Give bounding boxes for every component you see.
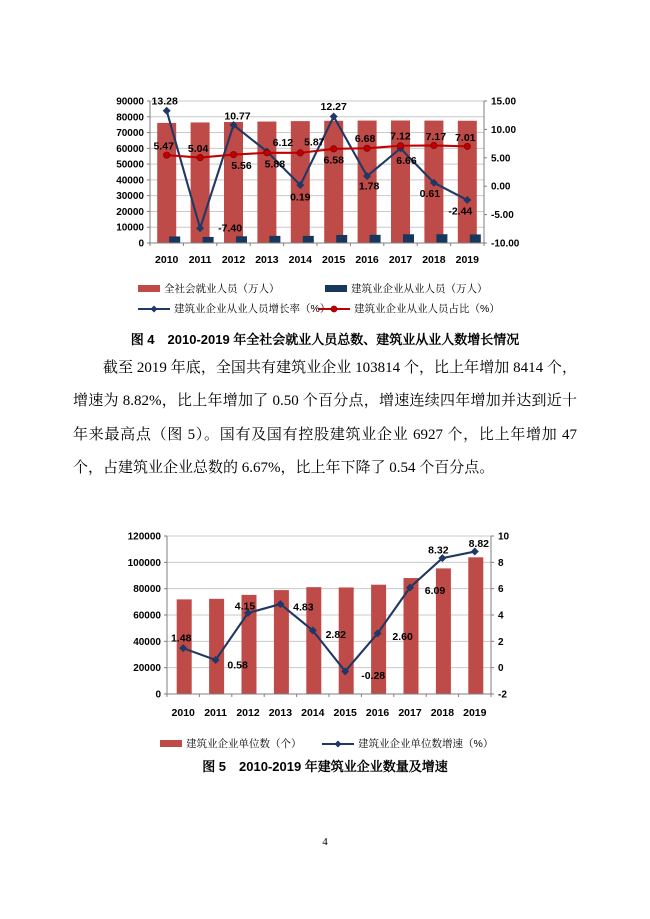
svg-text:10.00: 10.00 <box>491 124 517 136</box>
svg-text:2013: 2013 <box>268 707 293 719</box>
svg-text:80000: 80000 <box>133 584 161 596</box>
svg-text:-5.00: -5.00 <box>491 210 514 222</box>
category-axis-labels <box>155 254 479 266</box>
line-1 <box>179 548 479 676</box>
svg-text:-7.40: -7.40 <box>218 222 243 235</box>
svg-text:2014: 2014 <box>301 707 325 719</box>
svg-text:0: 0 <box>498 663 504 675</box>
svg-text:10000: 10000 <box>116 222 144 234</box>
svg-text:4: 4 <box>498 610 504 622</box>
svg-text:10.77: 10.77 <box>224 110 251 123</box>
bars-0 <box>177 557 484 694</box>
svg-text:50000: 50000 <box>116 159 144 171</box>
svg-text:2.60: 2.60 <box>392 630 413 643</box>
svg-text:6.09: 6.09 <box>424 584 446 597</box>
svg-text:2010: 2010 <box>155 254 179 266</box>
svg-text:7.17: 7.17 <box>425 130 447 143</box>
svg-text:2: 2 <box>498 636 504 648</box>
svg-text:-0.28: -0.28 <box>361 669 386 682</box>
legend-line-swatch-icon <box>322 739 354 749</box>
svg-text:12.27: 12.27 <box>320 101 347 114</box>
svg-text:8.32: 8.32 <box>428 544 449 557</box>
svg-text:40000: 40000 <box>116 175 144 187</box>
svg-text:6: 6 <box>498 584 504 596</box>
svg-text:20000: 20000 <box>116 206 144 218</box>
svg-text:-2: -2 <box>498 689 507 701</box>
svg-text:2013: 2013 <box>255 254 279 266</box>
svg-text:2010: 2010 <box>171 707 195 719</box>
svg-text:5.04: 5.04 <box>187 143 209 156</box>
svg-text:2018: 2018 <box>430 707 455 719</box>
svg-text:0.61: 0.61 <box>419 188 441 201</box>
svg-text:2016: 2016 <box>365 707 390 719</box>
svg-text:7.01: 7.01 <box>455 131 476 144</box>
legend-item-bar <box>160 736 302 751</box>
svg-text:10: 10 <box>498 531 510 543</box>
figure4-caption: 图 4 2010-2019 年全社会就业人员总数、建筑业从业人数增长情况 <box>130 332 520 347</box>
svg-text:70000: 70000 <box>116 128 144 140</box>
legend-bar-swatch-icon <box>138 285 160 292</box>
figure4-chart <box>80 92 540 272</box>
svg-text:2019: 2019 <box>455 254 479 266</box>
svg-text:4.15: 4.15 <box>234 600 256 613</box>
svg-text:2017: 2017 <box>388 254 413 266</box>
legend-label: 建筑业企业从业人员占比（%） <box>354 303 500 315</box>
svg-text:-10.00: -10.00 <box>491 238 520 250</box>
svg-text:0.58: 0.58 <box>227 659 248 672</box>
svg-text:80000: 80000 <box>116 112 144 124</box>
svg-text:2018: 2018 <box>422 254 446 266</box>
svg-text:90000: 90000 <box>116 96 144 108</box>
svg-text:40000: 40000 <box>133 636 161 648</box>
svg-text:0.19: 0.19 <box>290 191 311 204</box>
svg-text:120000: 120000 <box>127 531 161 543</box>
legend-label: 建筑业企业从业人员增长率（%） <box>174 303 331 315</box>
svg-text:30000: 30000 <box>116 191 144 203</box>
legend-item-line <box>322 736 493 751</box>
svg-text:4.83: 4.83 <box>293 601 314 614</box>
svg-text:5.88: 5.88 <box>264 158 286 171</box>
svg-text:2011: 2011 <box>204 707 227 719</box>
svg-text:2015: 2015 <box>333 707 357 719</box>
legend-line-swatch-icon <box>318 304 350 314</box>
svg-text:-2.44: -2.44 <box>448 205 473 218</box>
svg-text:60000: 60000 <box>133 610 161 622</box>
category-axis-labels <box>172 707 487 719</box>
legend-item-line <box>138 301 330 316</box>
svg-text:2.82: 2.82 <box>325 629 347 642</box>
figure5-chart <box>115 524 545 724</box>
legend-item-bar <box>138 281 280 296</box>
svg-text:1.48: 1.48 <box>170 632 192 645</box>
svg-text:100000: 100000 <box>127 557 161 569</box>
svg-text:7.12: 7.12 <box>390 130 411 143</box>
page-number: 4 <box>322 836 328 848</box>
svg-text:2012: 2012 <box>221 254 246 266</box>
svg-text:5.47: 5.47 <box>153 140 174 153</box>
svg-text:0: 0 <box>138 238 144 250</box>
svg-text:0: 0 <box>155 689 161 701</box>
svg-text:2012: 2012 <box>236 707 260 719</box>
svg-text:6.12: 6.12 <box>272 136 294 149</box>
svg-text:1.78: 1.78 <box>358 180 380 193</box>
svg-text:2014: 2014 <box>288 254 312 266</box>
svg-text:2019: 2019 <box>463 707 487 719</box>
left-axis-labels <box>128 532 162 701</box>
svg-text:6.68: 6.68 <box>354 132 376 145</box>
legend-line-swatch-icon <box>138 304 170 314</box>
svg-text:6.58: 6.58 <box>323 154 344 167</box>
svg-text:8.82: 8.82 <box>468 538 490 551</box>
svg-text:5.87: 5.87 <box>304 136 325 149</box>
legend-item-bar <box>325 281 488 296</box>
svg-text:20000: 20000 <box>133 663 161 675</box>
legend-label: 全社会就业人员（万人） <box>164 283 280 295</box>
legend-bar-swatch-icon <box>160 740 182 747</box>
right-axis-labels <box>491 97 520 250</box>
svg-text:5.56: 5.56 <box>231 160 252 173</box>
legend-label: 建筑业企业单位数（个） <box>186 738 302 750</box>
svg-text:13.28: 13.28 <box>151 95 178 108</box>
svg-text:8: 8 <box>498 557 504 569</box>
legend-label: 建筑业企业单位数增速（%） <box>358 738 494 750</box>
legend-item-line <box>318 301 500 316</box>
svg-text:2015: 2015 <box>322 254 346 266</box>
svg-text:2017: 2017 <box>398 707 422 719</box>
svg-text:6.66: 6.66 <box>396 154 417 167</box>
legend-bar-swatch-icon <box>325 285 347 292</box>
svg-text:15.00: 15.00 <box>491 96 517 108</box>
svg-text:5.00: 5.00 <box>491 153 511 165</box>
body-paragraph: 截至 2019 年底，全国共有建筑业企业 103814 个，比上年增加 8414 个，增速为 8.82%，比上年增加了 0.50 个百分点，增速连续四年增加并达到近十年来最高点（图 5）。国有及国有控股建筑业企业 6927 个，比上年增加 47 个，占建筑业企业总数的 6.67%，比上年下降了 0.54 个百分点。 <box>73 360 577 477</box>
svg-text:0.00: 0.00 <box>491 181 511 193</box>
left-axis-labels <box>116 97 144 250</box>
svg-text:2016: 2016 <box>355 254 379 266</box>
svg-text:2011: 2011 <box>188 254 212 266</box>
right-axis-labels <box>498 532 510 701</box>
legend-label: 建筑业企业从业人员（万人） <box>351 283 488 295</box>
figure5-caption: 图 5 2010-2019 年建筑业企业数量及增速 <box>202 759 448 774</box>
svg-text:60000: 60000 <box>116 143 144 155</box>
